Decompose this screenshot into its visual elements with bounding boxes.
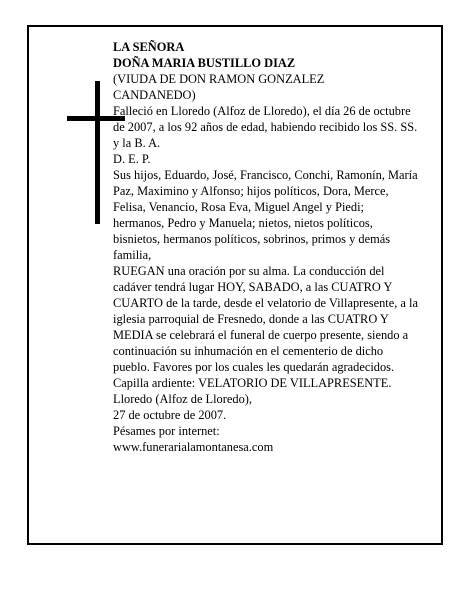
widow-line-2: CANDANEDO) (113, 88, 196, 102)
date-line: 27 de octubre de 2007. (113, 408, 227, 422)
cross-vertical-bar (95, 81, 100, 224)
obituary-text (113, 39, 418, 455)
widow-line-1: (VIUDA DE DON RAMON GONZALEZ (113, 72, 325, 86)
notice-title: LA SEÑORA (113, 40, 185, 54)
funeral-details: RUEGAN una oración por su alma. La conducción del cadáver tendrá lugar HOY, SABADO, a las CUATRO Y CUARTO de la tarde, desde el velatorio de Villapresente, a la iglesia parroquial de Fresnedo, donde a las CUATRO Y MEDIA se celebrará el funeral de cuerpo presente, siendo a continuación su inhumación en el cementerio de dicho pueblo. Favores por los cuales les quedarán agradecidos. Capilla ardiente: VELATORIO DE VILLAPRESENTE. (113, 264, 418, 390)
website-link[interactable]: www.funerarialamontanesa.com (113, 440, 274, 454)
family-list: Sus hijos, Eduardo, José, Francisco, Conchi, Ramonín, María Paz, Maximino y Alfonso; hijos políticos, Dora, Merce, Felisa, Venancio, Rosa Eva, Miguel Angel y Piedi; hermanos, Pedro y Manuela; nietos, nietos políticos, bisnietos, hermanos políticos, sobrinos, primos y demás familia, (113, 168, 418, 262)
deceased-name: DOÑA MARIA BUSTILLO DIAZ (113, 56, 296, 70)
condolences-label: Pésames por internet: (113, 424, 220, 438)
rip-line: D. E. P. (113, 152, 151, 166)
death-notice: Falleció en Lloredo (Alfoz de Lloredo), el día 26 de octubre de 2007, a los 92 años de edad, habiendo recibido los SS. SS. y la B. A. (113, 104, 418, 150)
place-line: Lloredo (Alfoz de Lloredo), (113, 392, 252, 406)
